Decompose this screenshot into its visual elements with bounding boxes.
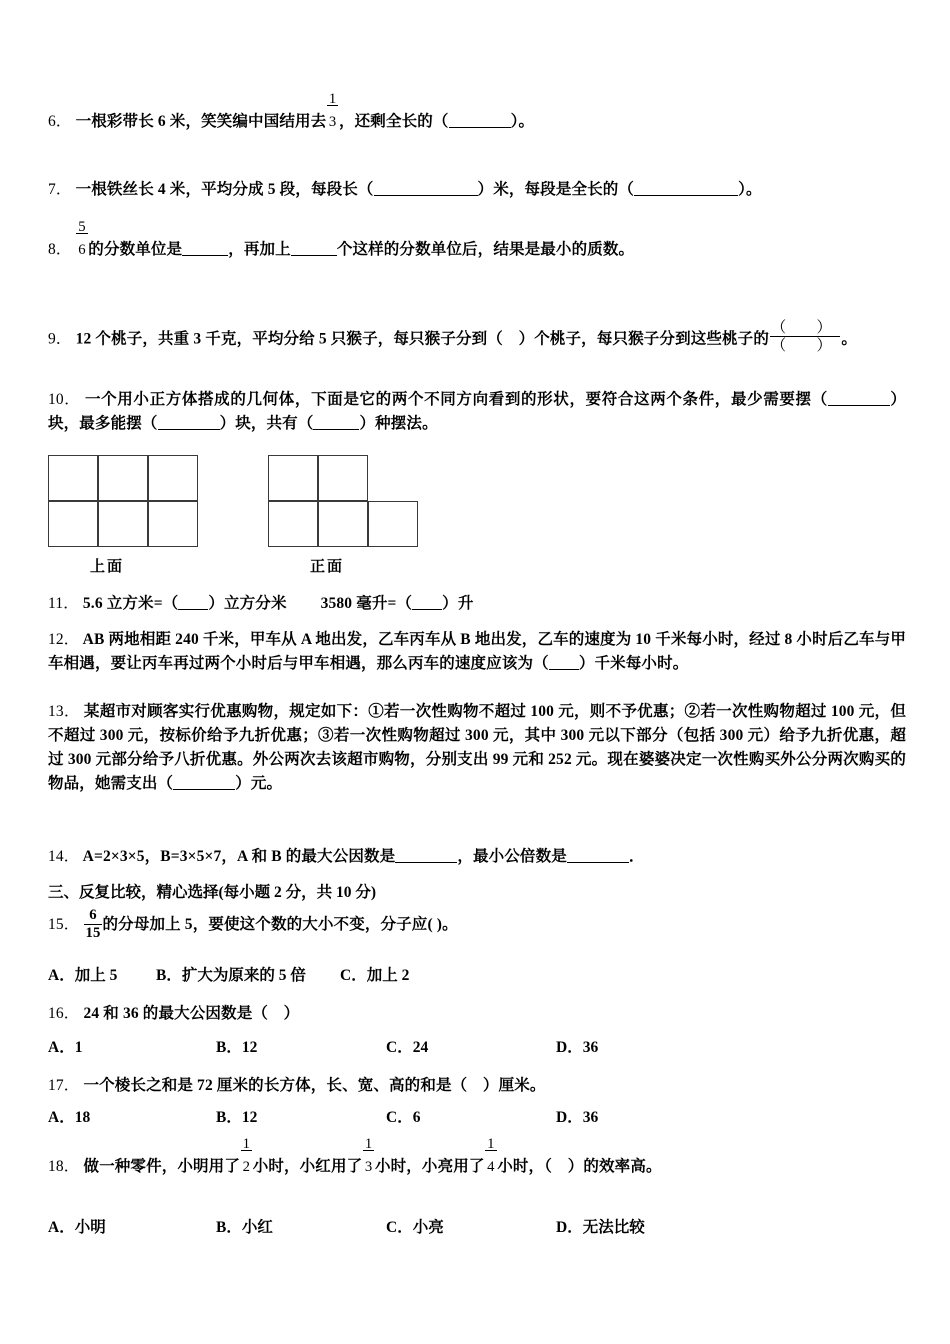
grid-cell	[318, 501, 368, 547]
option-a-key: A．	[48, 1039, 75, 1056]
fraction-bar	[485, 1150, 496, 1151]
question-15-text: 的分母加上 5，要使这个数的大小不变，分子应( )。	[102, 915, 458, 933]
answer-blank[interactable]	[395, 848, 457, 863]
grid-cell	[48, 501, 98, 547]
question-9	[48, 320, 906, 354]
question-8-text-b: ，再加上	[228, 241, 291, 258]
fraction-bar	[327, 105, 338, 106]
option-b[interactable]	[156, 963, 306, 985]
option-a[interactable]	[48, 1215, 106, 1237]
question-13	[48, 700, 906, 796]
answer-blank[interactable]	[449, 113, 511, 128]
option-c[interactable]	[386, 1035, 428, 1057]
answer-blank[interactable]	[567, 848, 629, 863]
option-c-key: C．	[386, 1039, 413, 1056]
question-8-text-c: 个这样的分数单位后，结果是最小的质数。	[336, 241, 635, 258]
answer-blank[interactable]	[291, 241, 337, 256]
fraction-one-third: $\frac{1}{3}$	[364, 1136, 373, 1175]
question-8-text-a: 的分数单位是	[88, 241, 183, 258]
option-d[interactable]	[556, 1035, 598, 1057]
question-17	[48, 1074, 906, 1098]
question-18-number: 18．	[48, 1158, 80, 1175]
question-9-text-a: 12 个桃子，共重 3 千克，平均分给 5 只猴子，每只猴子分到（ ）个桃子，每只猴子分到这些桃子的	[75, 330, 769, 348]
fraction-bar	[241, 1150, 252, 1151]
question-16-text: 24 和 36 的最大公因数是（ ）	[83, 1005, 300, 1022]
question-7-text-post: ）。	[738, 181, 762, 198]
question-11-number: 11．	[48, 595, 79, 612]
question-14-text-c: ．	[628, 848, 645, 865]
question-13-text-a: 某超市对顾客实行优惠购物，规定如下：①若一次性购物不超过 100 元，则不予优惠；②若一次性购物超过 100 元，但不超过 300 元，按标价给予九折优惠；③若一次性购物超过 300 元，其中 300 元以下部分（包括 300 元）给予九折优惠，超过 300 元部分给予八折优惠。外公两次去该超市购物，分别支出 99 元和 252 元。现在婆婆决定一次性购买外公分两次购买的物品，她需支出（	[48, 703, 906, 793]
fraction-six-fifteenths: $\frac{6}{15}$	[85, 907, 101, 941]
front-view-grid	[268, 455, 418, 547]
option-b-key: B．	[156, 967, 182, 984]
question-7-text-mid: ）米，每段是全长的（	[477, 181, 635, 198]
answer-blank[interactable]	[158, 415, 220, 430]
grid-cell	[318, 455, 368, 501]
option-b-label: 12	[241, 1109, 258, 1126]
figure-top-view	[48, 455, 198, 575]
option-d-label: 36	[582, 1109, 599, 1126]
answer-blank[interactable]	[828, 391, 890, 406]
figure-front-view	[268, 455, 418, 575]
fraction-one-quarter: $\frac{1}{4}$	[487, 1136, 495, 1175]
question-13-text-b: ）元。	[235, 775, 283, 793]
option-c-label: 加上 2	[366, 967, 410, 984]
question-16-number: 16．	[48, 1005, 80, 1022]
question-15	[48, 908, 906, 941]
option-a-label: 加上 5	[74, 967, 118, 984]
question-6-text-pre: 一根彩带长 6 米，笑笑编中国结用去	[75, 113, 327, 130]
question-11-text-c: 3580 毫升=（	[320, 595, 413, 612]
answer-blank[interactable]	[182, 241, 228, 256]
option-b-label: 扩大为原来的 5 倍	[181, 967, 306, 984]
grid-cell	[268, 501, 318, 547]
option-a-key: A．	[48, 1219, 75, 1236]
question-6-number: 6．	[48, 113, 72, 130]
question-14-text-b: ，最小公倍数是	[457, 848, 567, 865]
option-d-label: 36	[582, 1039, 599, 1056]
option-c-label: 24	[412, 1039, 429, 1056]
question-9-text-b: 。	[841, 330, 857, 348]
option-b[interactable]	[216, 1035, 257, 1057]
question-14-text-a: A=2×3×5，B=3×5×7，A 和 B 的最大公因数是	[82, 848, 396, 865]
question-6-text-post: ）。	[510, 113, 535, 130]
question-11-text-d: ）升	[442, 595, 474, 612]
option-a[interactable]	[48, 963, 117, 985]
option-b-key: B．	[216, 1219, 242, 1236]
option-d[interactable]	[556, 1105, 598, 1127]
question-10-text-d: ）种摆法。	[359, 415, 438, 433]
option-b[interactable]	[216, 1105, 257, 1127]
option-b-key: B．	[216, 1039, 242, 1056]
option-a-label: 小明	[74, 1219, 106, 1236]
question-11	[48, 592, 906, 616]
answer-blank[interactable]	[634, 181, 738, 196]
question-7-number: 7．	[48, 181, 72, 198]
question-16-options	[48, 1035, 906, 1059]
answer-blank[interactable]	[412, 595, 442, 610]
question-12-text-b: ）千米每小时。	[578, 655, 689, 673]
fraction-five-sixths: $\frac{5}{6}$	[78, 219, 86, 258]
grid-cell	[48, 455, 98, 501]
question-10-number: 10．	[48, 391, 81, 408]
question-11-text-a: 5.6 立方米=（	[82, 595, 179, 612]
option-a-label: 18	[74, 1109, 91, 1126]
answer-blank[interactable]	[313, 415, 359, 430]
question-14	[48, 845, 906, 869]
fraction-bar	[76, 233, 87, 234]
option-d-key: D．	[556, 1219, 583, 1236]
grid-cell	[148, 455, 198, 501]
option-c-key: C．	[340, 967, 367, 984]
question-18-options	[48, 1215, 906, 1239]
grid-cell	[268, 455, 318, 501]
option-a-label: 1	[74, 1039, 83, 1056]
option-c-label: 小亮	[412, 1219, 444, 1236]
question-12-number: 12．	[48, 631, 80, 648]
option-d-label: 无法比较	[582, 1219, 645, 1236]
answer-fraction-blank[interactable]: （ ） （ ）	[770, 319, 840, 355]
option-c[interactable]	[340, 963, 409, 985]
option-a-key: A．	[48, 1109, 75, 1126]
option-b[interactable]	[216, 1215, 273, 1237]
question-12-text-a: AB 两地相距 240 千米，甲车从 A 地出发，乙车丙车从 B 地出发，乙车的速度为 10 千米每小时，经过 8 小时后乙车与甲车相遇，要让丙车再过两个小时后与甲车相遇，那么丙车的速度应该为（	[48, 631, 907, 673]
option-c-key: C．	[386, 1219, 413, 1236]
grid-cell	[148, 501, 198, 547]
option-c[interactable]	[386, 1215, 444, 1237]
question-8-number: 8．	[48, 241, 72, 258]
question-18-text-a: 做一种零件，小明用了	[83, 1158, 240, 1175]
question-15-number: 15．	[48, 915, 80, 933]
option-b-label: 小红	[241, 1219, 273, 1236]
question-10-figures	[48, 455, 548, 575]
option-c-label: 6	[412, 1109, 421, 1126]
grid-cell	[98, 501, 148, 547]
question-6-text-mid: ，还剩全长的（	[339, 113, 449, 130]
question-15-options	[48, 963, 906, 987]
question-18-text-c: 小时，小亮用了	[374, 1158, 485, 1175]
option-a[interactable]	[48, 1035, 82, 1057]
question-17-number: 17．	[48, 1077, 80, 1094]
option-b-key: B．	[216, 1109, 242, 1126]
question-7-text-pre: 一根铁丝长 4 米，平均分成 5 段，每段长（	[75, 181, 374, 198]
question-6	[48, 91, 906, 134]
option-b-label: 12	[241, 1039, 258, 1056]
answer-blank[interactable]	[173, 775, 235, 790]
option-d-key: D．	[556, 1039, 583, 1056]
answer-blank[interactable]	[549, 655, 579, 670]
question-14-number: 14．	[48, 848, 80, 865]
question-18-text-d: 小时，（ ）的效率高。	[497, 1158, 662, 1175]
question-12	[48, 628, 906, 676]
question-11-text-b: ）立方分米	[208, 595, 287, 612]
question-18-text-b: 小时，小红用了	[252, 1158, 363, 1175]
fraction-one-third: $\frac{1}{3}$	[328, 91, 337, 130]
fraction-bar	[363, 1150, 374, 1151]
question-18	[48, 1136, 906, 1179]
option-c[interactable]	[386, 1105, 420, 1127]
fraction-one-half: $\frac{1}{2}$	[242, 1136, 251, 1175]
question-17-text: 一个棱长之和是 72 厘米的长方体，长、宽、高的和是（ ）厘米。	[83, 1077, 546, 1094]
question-10	[48, 388, 906, 436]
question-10-text-b: ）块，最多能摆（	[48, 391, 907, 433]
answer-blank[interactable]	[178, 595, 208, 610]
option-a-key: A．	[48, 967, 75, 984]
question-8	[48, 219, 906, 262]
section-heading-three: 三、反复比较，精心选择(每小题 2 分，共 10 分)	[48, 884, 377, 901]
option-c-key: C．	[386, 1109, 413, 1126]
figure-caption-front-view: 正面	[310, 559, 345, 575]
question-10-text-c: ）块，共有（	[219, 415, 314, 433]
question-16	[48, 1002, 906, 1026]
option-d[interactable]	[556, 1215, 645, 1237]
question-7	[48, 178, 906, 202]
grid-cell	[98, 455, 148, 501]
top-view-grid	[48, 455, 198, 547]
question-17-options	[48, 1105, 906, 1129]
question-10-text-a: 一个用小正方体搭成的几何体，下面是它的两个不同方向看到的形状，要符合这两个条件，最少需要摆（	[84, 391, 828, 408]
grid-cell	[368, 501, 418, 547]
figure-caption-top-view: 上面	[90, 559, 125, 575]
answer-blank[interactable]	[374, 181, 478, 196]
option-a[interactable]	[48, 1105, 90, 1127]
question-13-number: 13．	[48, 703, 80, 720]
option-d-key: D．	[556, 1109, 583, 1126]
question-9-number: 9．	[48, 330, 72, 348]
